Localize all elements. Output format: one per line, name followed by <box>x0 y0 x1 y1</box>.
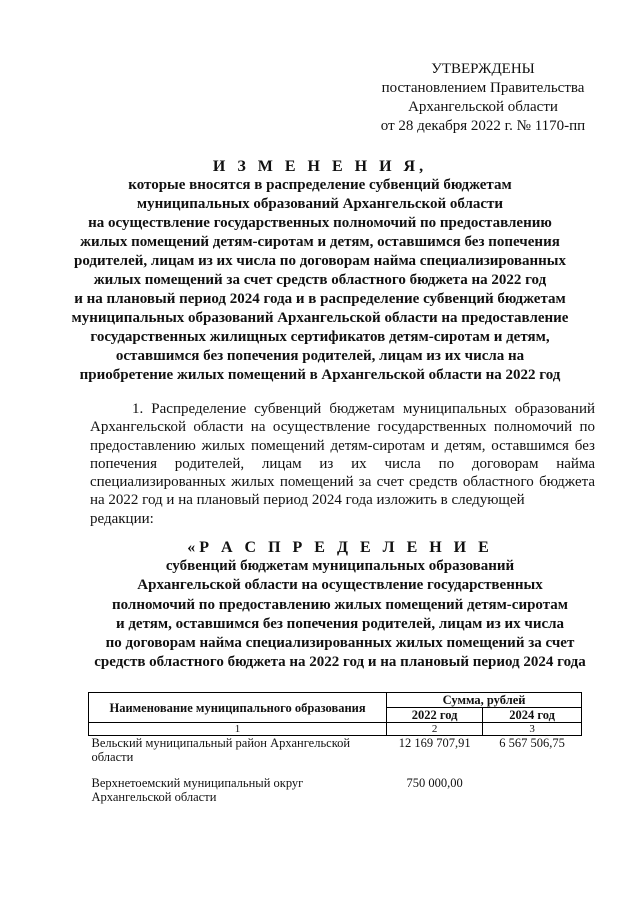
distribution-title <box>60 538 620 672</box>
paragraph-1-text: 1. Распределение субвенций бюджетам муниципальных образований Архангельской области на осуществление государственных полномочий по предоставлению жилых помещений детям-сиротам и детям, оставшимся без попечения родителей, лицам из их числа по договорам найма специализированных жилых помещений за счет средств областного бюджета на 2022 год и на плановый период 2024 года изложить в следующей <box>90 401 595 509</box>
municipality-name: Вельский муниципальный район Архангельской области <box>91 736 351 764</box>
distribution-title-line: полномочий по предоставлению жилых помещений детям-сиротам <box>111 596 569 613</box>
changes-title-line: жилых помещений за счет средств областного бюджета на 2022 год <box>93 272 547 288</box>
column-header-2022: 2022 год <box>387 708 483 723</box>
changes-title-line: государственных жилищных сертификатов детям-сиротам и детям, <box>90 329 550 345</box>
table-row <box>89 736 582 777</box>
approval-title: УТВЕРЖДЕНЫ <box>431 61 535 77</box>
distribution-table <box>88 692 582 804</box>
column-header-2024: 2024 год <box>483 708 582 723</box>
approval-line: постановлением Правительства <box>381 80 585 96</box>
column-header-sum: Сумма, рублей <box>387 693 582 708</box>
paragraph-1 <box>90 400 595 528</box>
changes-heading: И З М Е Н Е Н И Я, <box>212 158 428 175</box>
changes-title-line: муниципальных образований Архангельской области <box>136 196 504 212</box>
table-row <box>89 776 582 804</box>
approval-stamp <box>378 60 588 136</box>
municipality-name: Верхнетоемский муниципальный округ Архангельской области <box>91 776 304 804</box>
column-number: 3 <box>483 723 582 736</box>
column-number: 2 <box>387 723 483 736</box>
amount-2022: 750 000,00 <box>406 776 463 790</box>
changes-title-line: родителей, лицам из их числа по договорам найма специализированных <box>74 253 566 269</box>
distribution-heading: «Р А С П Р Е Д Е Л Е Н И Е <box>187 539 493 556</box>
changes-title-line: оставшимся без попечения родителей, лицам из их числа на <box>115 348 525 364</box>
approval-line: Архангельской области <box>408 99 558 115</box>
changes-title-line: муниципальных образований Архангельской области на предоставление <box>71 310 569 326</box>
changes-title-line: и на плановый период 2024 года и в распределение субвенций бюджетам <box>74 291 566 307</box>
amount-2024: 6 567 506,75 <box>499 736 565 750</box>
amount-2022: 12 169 707,91 <box>398 736 471 750</box>
distribution-title-line: средств областного бюджета на 2022 год и на плановый период 2024 года <box>94 654 586 671</box>
paragraph-1-last-line: редакции: <box>90 510 154 527</box>
column-header-name: Наименование муниципального образования <box>89 693 387 723</box>
distribution-title-line: и детям, оставшимся без попечения родителей, лицам из их числа <box>115 615 565 632</box>
distribution-title-line: по договорам найма специализированных жилых помещений за счет <box>105 635 575 652</box>
distribution-title-line: Архангельской области на осуществление государственных <box>137 577 543 594</box>
changes-title-line: на осуществление государственных полномочий по предоставлению <box>88 215 552 231</box>
changes-title-line: которые вносятся в распределение субвенций бюджетам <box>128 177 512 193</box>
distribution-title-line: субвенций бюджетам муниципальных образований <box>165 558 515 575</box>
column-number: 1 <box>89 723 387 736</box>
changes-title-line: приобретение жилых помещений в Архангельской области на 2022 год <box>79 367 561 383</box>
amount-2024 <box>483 776 582 804</box>
approval-date: от 28 декабря 2022 г. № 1170-пп <box>380 118 586 134</box>
changes-title-line: жилых помещений детям-сиротам и детям, оставшимся без попечения <box>80 234 560 250</box>
changes-title <box>60 157 580 385</box>
